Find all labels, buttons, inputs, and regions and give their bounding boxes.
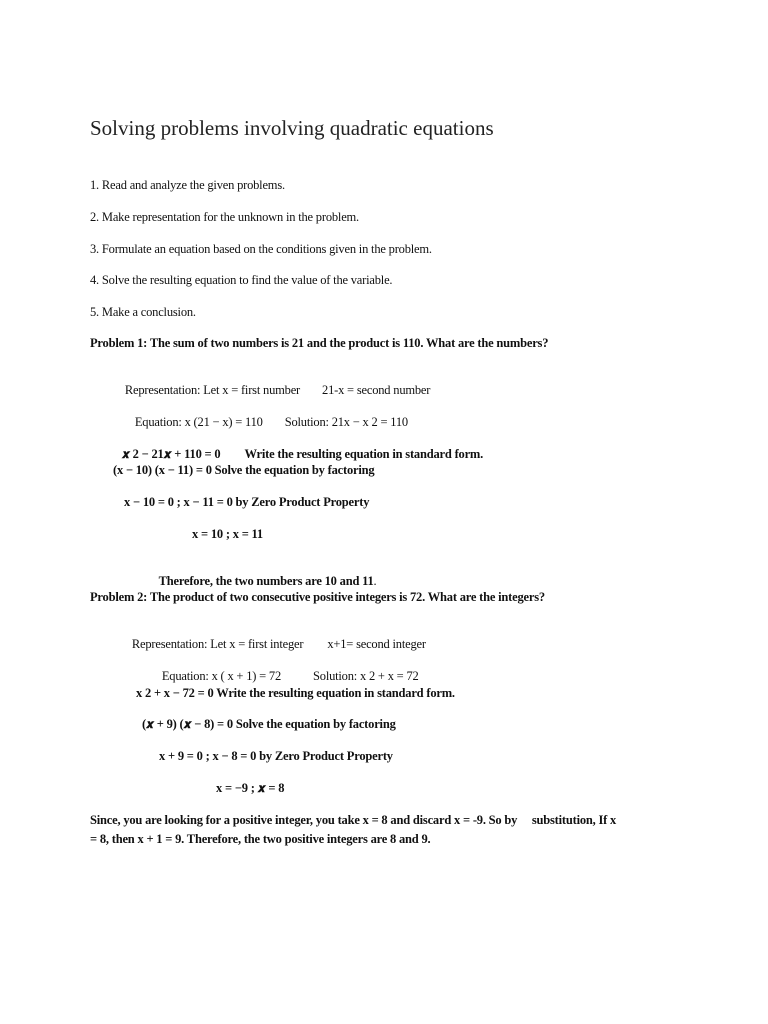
- problem1-conclusion-row: [153, 559, 376, 589]
- step-4: 4. Solve the resulting equation to find the value of the variable.: [90, 273, 393, 287]
- problem1-conclusion: Therefore, the two numbers are 10 and 11: [158, 574, 374, 588]
- problem1-roots: x = 10 ; x = 11: [192, 527, 263, 541]
- problem1-heading: Problem 1: The sum of two numbers is 21 and the product is 110. What are the numbers?: [90, 336, 549, 350]
- page-title: Solving problems involving quadratic equations: [90, 116, 494, 140]
- step-5: 5. Make a conclusion.: [90, 305, 196, 319]
- problem2-representation: [126, 622, 426, 652]
- problem2-conclusion-line1: Since, you are looking for a positive integer, you take x = 8 and discard x = -9. So by substitution, If x: [90, 813, 617, 827]
- problem2-factoring: (𝒙 + 9) (𝒙 − 8) = 0 Solve the equation by factoring: [142, 717, 396, 731]
- problem1-standard-eq: 𝒙 2 − 21𝒙 + 110 = 0: [121, 447, 221, 461]
- problem1-standard-note: Write the resulting equation in standard form.: [244, 447, 484, 461]
- problem1-equation: Equation: x (21 − x) = 110: [134, 415, 263, 429]
- problem2-conclusion-line2: = 8, then x + 1 = 9. Therefore, the two positive integers are 8 and 9.: [90, 832, 431, 846]
- problem1-equation-row: [129, 400, 408, 430]
- step-3: 3. Formulate an equation based on the conditions given in the problem.: [90, 242, 432, 256]
- problem2-zero-product: x + 9 = 0 ; x − 8 = 0 by Zero Product Property: [159, 749, 393, 763]
- problem2-heading: Problem 2: The product of two consecutive positive integers is 72. What are the integers?: [90, 590, 545, 604]
- problem1-conclusion-end: .: [373, 574, 377, 588]
- problem2-representation-b: x+1= second integer: [327, 637, 426, 651]
- problem2-representation-a: Representation: Let x = first integer: [131, 637, 304, 651]
- problem2-standard: x 2 + x − 72 = 0 Write the resulting equation in standard form.: [136, 686, 455, 700]
- problem1-zero-product: x − 10 = 0 ; x − 11 = 0 by Zero Product Property: [124, 495, 370, 509]
- problem1-representation-a: Representation: Let x = first number: [124, 383, 301, 397]
- problem1-factoring: (x − 10) (x − 11) = 0 Solve the equation by factoring: [113, 463, 375, 477]
- problem2-solution: Solution: x 2 + x = 72: [313, 669, 419, 683]
- problem2-equation-row: [156, 654, 419, 684]
- problem1-representation: [119, 368, 430, 398]
- step-2: 2. Make representation for the unknown in the problem.: [90, 210, 359, 224]
- problem1-representation-b: 21-x = second number: [322, 383, 431, 397]
- problem1-solution: Solution: 21x − x 2 = 110: [284, 415, 408, 429]
- problem2-roots: x = −9 ; 𝒙 = 8: [216, 781, 285, 795]
- step-1: 1. Read and analyze the given problems.: [90, 178, 285, 192]
- problem1-standard-row: [116, 432, 483, 462]
- problem2-equation: Equation: x ( x + 1) = 72: [161, 669, 282, 683]
